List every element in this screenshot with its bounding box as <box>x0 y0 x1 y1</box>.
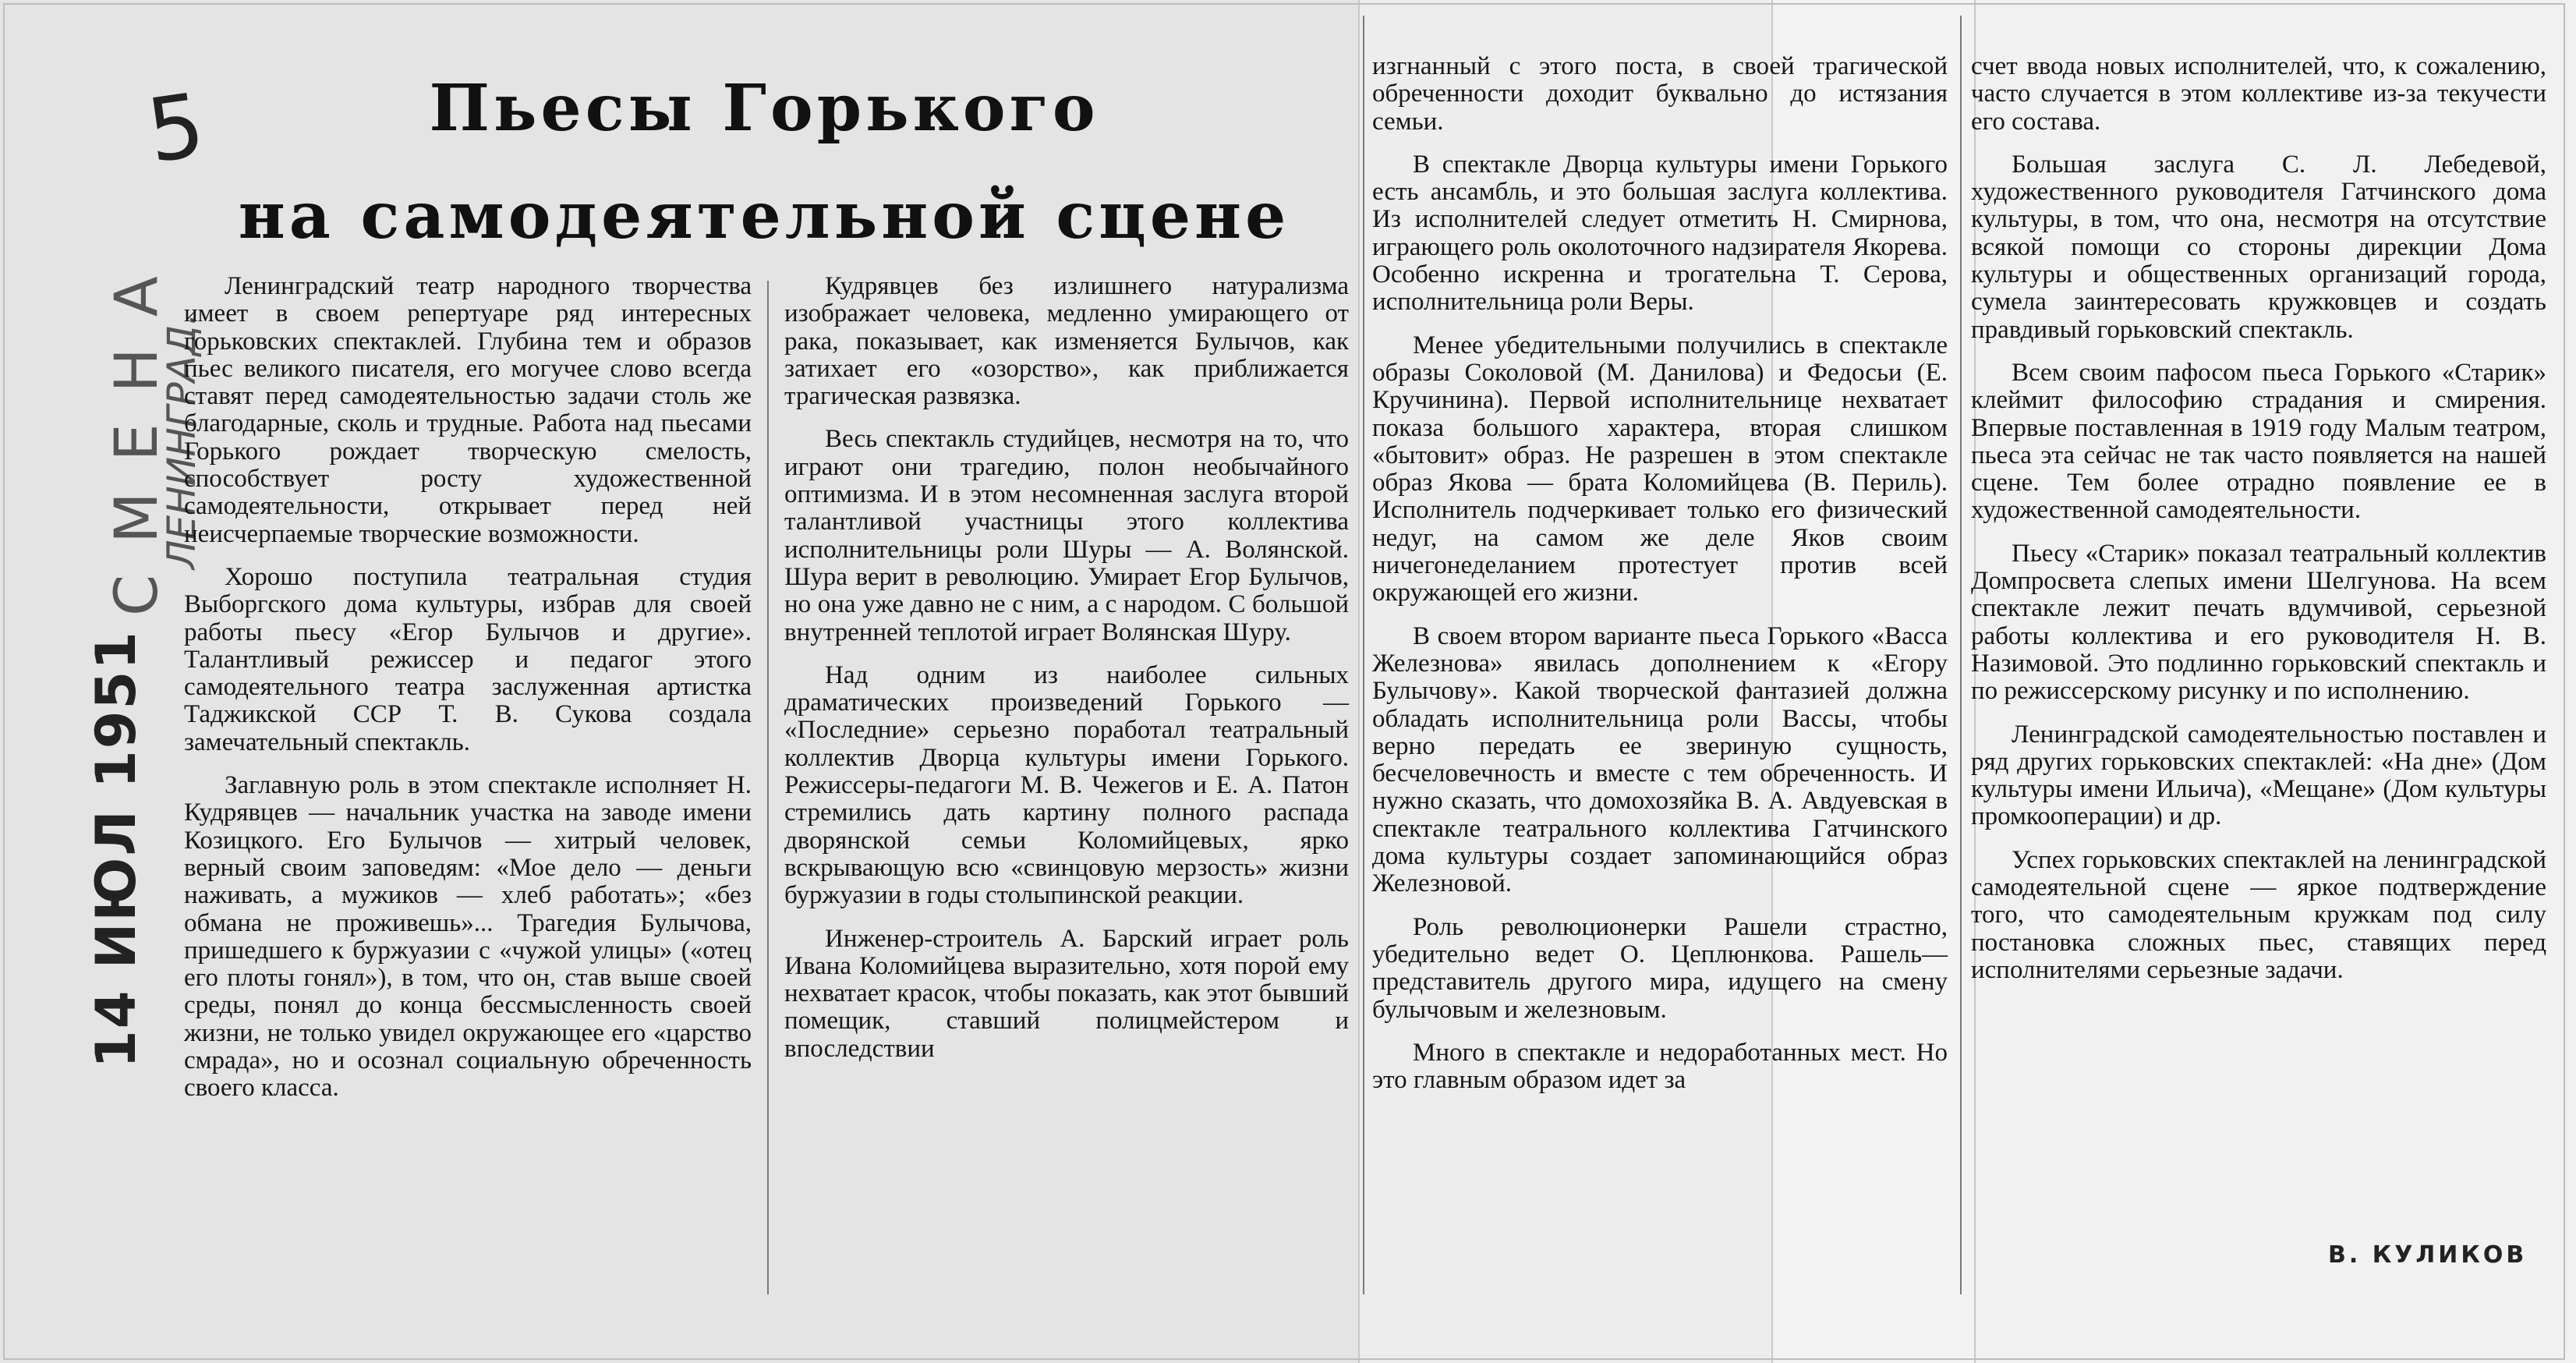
paragraph: В своем втором варианте пьеса Горького «Васса Железнова» явилась дополнением к «Егору Булычову». Какой творческой фантазией должна обладать исполнительница роли Вассы, чтобы верно передать ее звериную сущность, бесчеловечность и вместе с тем обреченность. И нужно сказать, что домохозяйка В. А. Авдуевская в спектакле театрального коллектива Гатчинского дома культуры создает запоминающийся образ Железновой. <box>1372 621 1948 898</box>
paragraph: счет ввода новых исполнителей, что, к сожалению, часто случается в этом коллективе из-за текучести его состава. <box>1971 52 2546 136</box>
paragraph: Успех горьковских спектаклей на ленинградской самодеятельной сцене — яркое подтверждение того, что самодеятельным кружкам под силу постановка сложных пьес, ставящих перед исполнителями серьезные задачи. <box>1971 845 2546 984</box>
paragraph: Заглавную роль в этом спектакле исполняет Н. Кудрявцев — начальник участка на заводе имени Козицкого. Его Булычов — хитрый человек, верный своим заповедям: «Мое дело — деньги наживать, а мужиков — хлеб работать»; «без обмана не проживешь»... Трагедия Булычова, пришедшего к буржуазии с «чужой улицы» («отец его плоты гонял»), в том, что он, став выше своей среды, понял до конца бессмысленность своей жизни, не только увидел окружающее его «царство смрада», но и осознал социальную обреченность своего класса. <box>184 771 752 1103</box>
paragraph: Ленинградской самодеятельностью поставлен и ряд других горьковских спектаклей: «На дне» (Дом культуры имени Ильича), «Мещане» (Дом культуры промкооперации) и др. <box>1971 720 2546 831</box>
column-divider <box>1960 16 1962 1294</box>
text-column-2 <box>784 273 1349 1302</box>
paragraph: изгнанный с этого поста, в своей трагической обреченности доходит буквально до истязания семьи. <box>1372 52 1948 136</box>
paragraph: Менее убедительными получились в спектакле образы Соколовой (М. Данилова) и Федосьи (Е. Кручинина). Первой исполнительнице нехватает показа большого характера, вторая слишком «бытовит» образ. Не разрешен в этом спектакле образ Якова — брата Коломийцева (В. Периль). Исполнитель подчеркивает только его физический недуг, на самом же деле Яков своим ничегонеделанием протестует против всей окружающей его жизни. <box>1372 331 1948 607</box>
paragraph: Всем своим пафосом пьеса Горького «Старик» клеймит философию страдания и смирения. Впервые поставленная в 1919 году Малым театром, пьеса эта сейчас не так часто появляется на нашей сцене. Тем более отрадно появление ее в художественной самодеятельности. <box>1971 358 2546 525</box>
paragraph: Пьесу «Старик» показал театральный коллектив Домпросвета слепых имени Шелгунова. На всем спектакле лежит печать вдумчивой, серьезной работы коллектива и его руководителя Н. В. Назимовой. Это подлинно горьковский спектакль и по режиссерскому рисунку и по исполнению. <box>1971 539 2546 706</box>
masthead-city: ЛЕНИНГРАД. <box>159 313 204 569</box>
headline-line-2: на самодеятельной сцене <box>238 179 1290 253</box>
text-column-3 <box>1372 53 1948 1316</box>
masthead-paper-name: СМЕНА <box>101 245 171 616</box>
paragraph: Инженер-строитель А. Барский играет роль Ивана Коломийцева выразительно, хотя порой ему нехватает красок, чтобы показать, как этот бывший помещик, ставший полицмейстером и впоследствии <box>784 924 1349 1063</box>
paragraph: Весь спектакль студийцев, несмотря на то, что играют они трагедию, полон необычайного оптимизма. И в этом несомненная заслуга второй талантливой участницы этого коллектива исполнительницы роли Шуры — А. Волянской. Шура верит в революцию. Умирает Егор Булычов, но она уже давно не с ним, а с народом. С большой внутренней теплотой играет Волянская Шуру. <box>784 425 1349 646</box>
paragraph: Большая заслуга С. Л. Лебедевой, художественного руководителя Гатчинского дома культуры, в том, что она, несмотря на отсутствие всякой помощи со стороны дирекции Дома культуры и общественных организаций города, сумела заинтересовать кружковцев и создать правдивый горьковский спектакль. <box>1971 150 2546 344</box>
article-headline <box>195 55 1333 270</box>
paragraph: Над одним из наиболее сильных драматических произведений Горького — «Последние» серьезно поработал театральный коллектив Дворца культуры имени Горького. Режиссеры-педагоги М. В. Чежегов и Е. А. Патон стремились дать картину полного распада дворянской семьи Коломийцевых, ярко вскрывающую всю «свинцовую мерзость» жизни буржуазии в годы столыпинской реакции. <box>784 660 1349 910</box>
text-column-4 <box>1971 53 2546 1316</box>
column-divider <box>1363 16 1364 1294</box>
paragraph: Хорошо поступила театральная студия Выборгского дома культуры, избрав для своей работы пьесу «Егор Булычов и другие». Талантливый режиссер и педагог этого самодеятельного театра заслуженная артистка Таджикской ССР Т. В. Сукова создала замечательный спектакль. <box>184 562 752 756</box>
column-divider <box>767 281 769 1294</box>
text-column-1 <box>184 273 752 1302</box>
paragraph: Много в спектакле и недоработанных мест. Но это главным образом идет за <box>1372 1038 1948 1095</box>
handwritten-note: 5 <box>141 74 211 183</box>
headline-line-1: Пьесы Горького <box>429 71 1099 146</box>
author-signature: В. КУЛИКОВ <box>2328 1241 2528 1269</box>
paragraph: Ленинградский театр народного творчества имеет в своем репертуаре ряд интересных горьковских спектаклей. Глубина тем и образов пьес великого писателя, его могучее слово всегда ставят перед самодеятельностью задачи столь же благодарные, сколь и трудные. Работа над пьесами Горького рождает творческую смелость, способствует росту художественной самодеятельности, открывает перед ней неисчерпаемые творческие возможности. <box>184 272 752 548</box>
paragraph: В спектакле Дворца культуры имени Горького есть ансамбль, и это большая заслуга коллектива. Из исполнителей следует отметить Н. Смирнова, играющего роль околоточного надзирателя Якорева. Особенно искренна и трогательна Т. Серова, исполнительница роли Веры. <box>1372 150 1948 317</box>
paragraph: Роль революционерки Рашели страстно, убедительно ведет О. Цеплюнкова. Рашель—представитель другого мира, идущего на смену булычовым и железновым. <box>1372 912 1948 1024</box>
paragraph: Кудрявцев без излишнего натурализма изображает человека, медленно умирающего от рака, показывает, как изменяется Булычов, как затихает его «озорство», как приближается трагическая развязка. <box>784 272 1349 411</box>
date-stamp: 14 ИЮЛ 1951 <box>84 630 148 1068</box>
